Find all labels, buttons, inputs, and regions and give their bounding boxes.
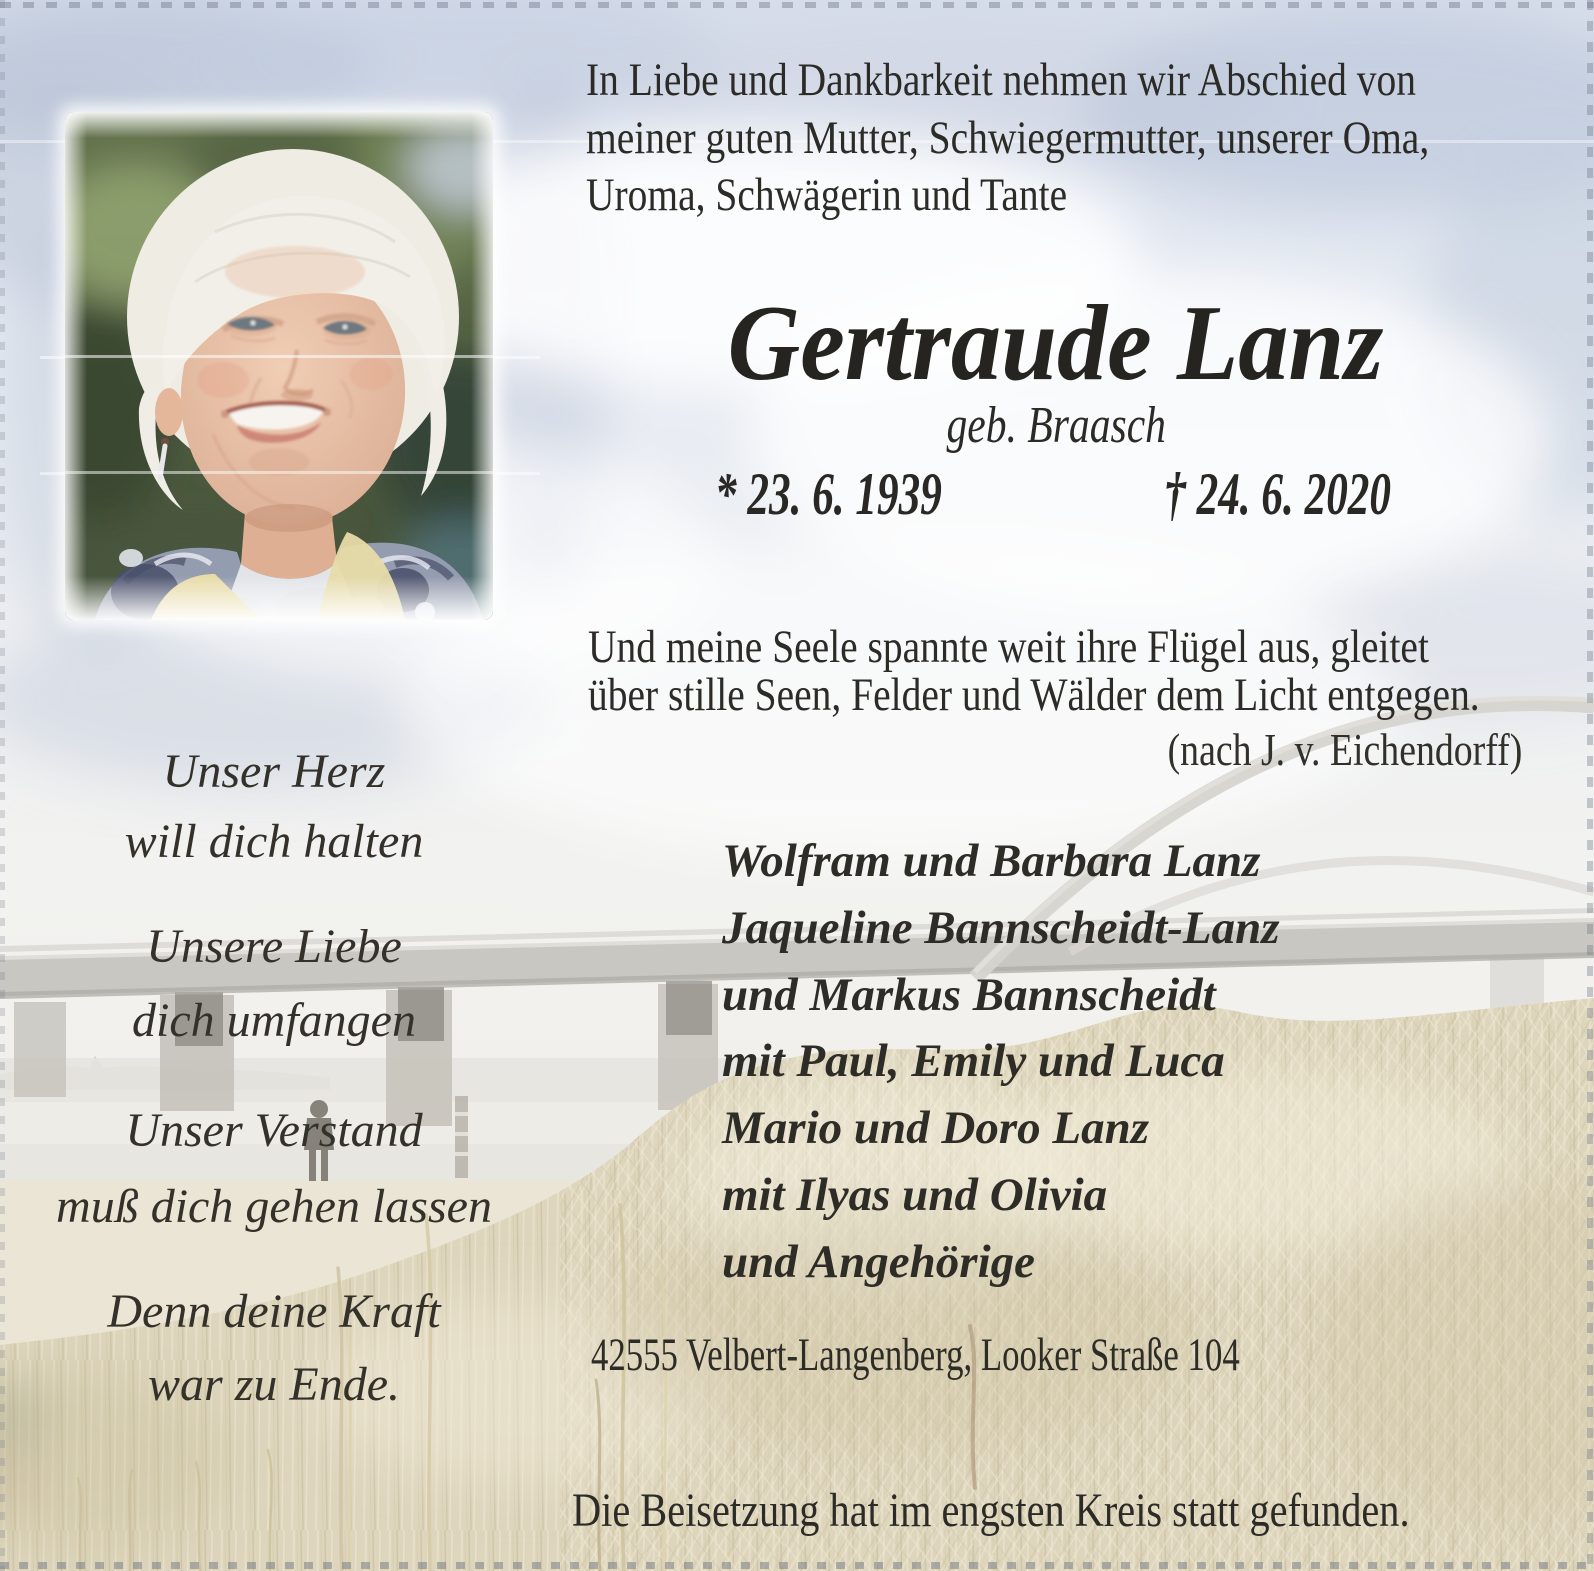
photo-edge-fade: [65, 112, 493, 138]
quote-line-2: über stille Seen, Felder und Wälder dem Licht entgegen.: [588, 669, 1480, 721]
maiden-name: geb. Braasch: [946, 397, 1166, 454]
intro-text: [586, 52, 1590, 225]
mourner-line: Mario und Doro Lanz: [722, 1102, 1150, 1155]
mourner-line: Jaqueline Bannscheidt-Lanz: [722, 901, 1280, 954]
side-poem-line: Unser Verstand: [125, 1104, 423, 1157]
address-line: 42555 Velbert-Langenberg, Looker Straße 104: [591, 1329, 1240, 1381]
mourner-line: und Markus Bannscheidt: [722, 968, 1216, 1021]
life-dates: [715, 460, 1391, 529]
intro-line-2: meiner guten Mutter, Schwiegermutter, unserer Oma,: [586, 111, 1430, 164]
side-poem-line: muß dich gehen lassen: [56, 1180, 492, 1233]
side-poem-line: Unser Herz: [162, 745, 386, 798]
quote-line-1: Und meine Seele spannte weit ihre Flügel aus, gleitet: [588, 621, 1429, 673]
mourner-line: und Angehörige: [722, 1235, 1035, 1288]
quote-attribution: (nach J. v. Eichendorff): [1167, 725, 1522, 775]
name-block: [586, 282, 1526, 406]
deceased-name: Gertraude Lanz: [728, 284, 1384, 403]
side-poem-line: will dich halten: [124, 815, 424, 868]
side-poem-line: Unsere Liebe: [146, 920, 402, 973]
intro-line-1: In Liebe und Dankbarkeit nehmen wir Abschied von: [586, 54, 1416, 106]
mourner-line: Wolfram und Barbara Lanz: [722, 835, 1261, 887]
mourner-line: mit Ilyas und Olivia: [722, 1168, 1108, 1221]
mourner-line: mit Paul, Emily und Luca: [722, 1035, 1225, 1088]
portrait-photo: [65, 112, 493, 620]
side-poem-line: war zu Ende.: [148, 1358, 400, 1411]
mourners-list: [722, 828, 1280, 1296]
closing-line: Die Beisetzung hat im engsten Kreis statt gefunden.: [572, 1484, 1410, 1537]
side-poem-line: Denn deine Kraft: [107, 1285, 441, 1338]
death-date: † 24. 6. 2020: [1164, 461, 1391, 527]
side-poem-line: dich umfangen: [132, 994, 416, 1047]
birth-date: * 23. 6. 1939: [715, 461, 942, 527]
intro-line-3: Uroma, Schwägerin und Tante: [586, 169, 1068, 221]
